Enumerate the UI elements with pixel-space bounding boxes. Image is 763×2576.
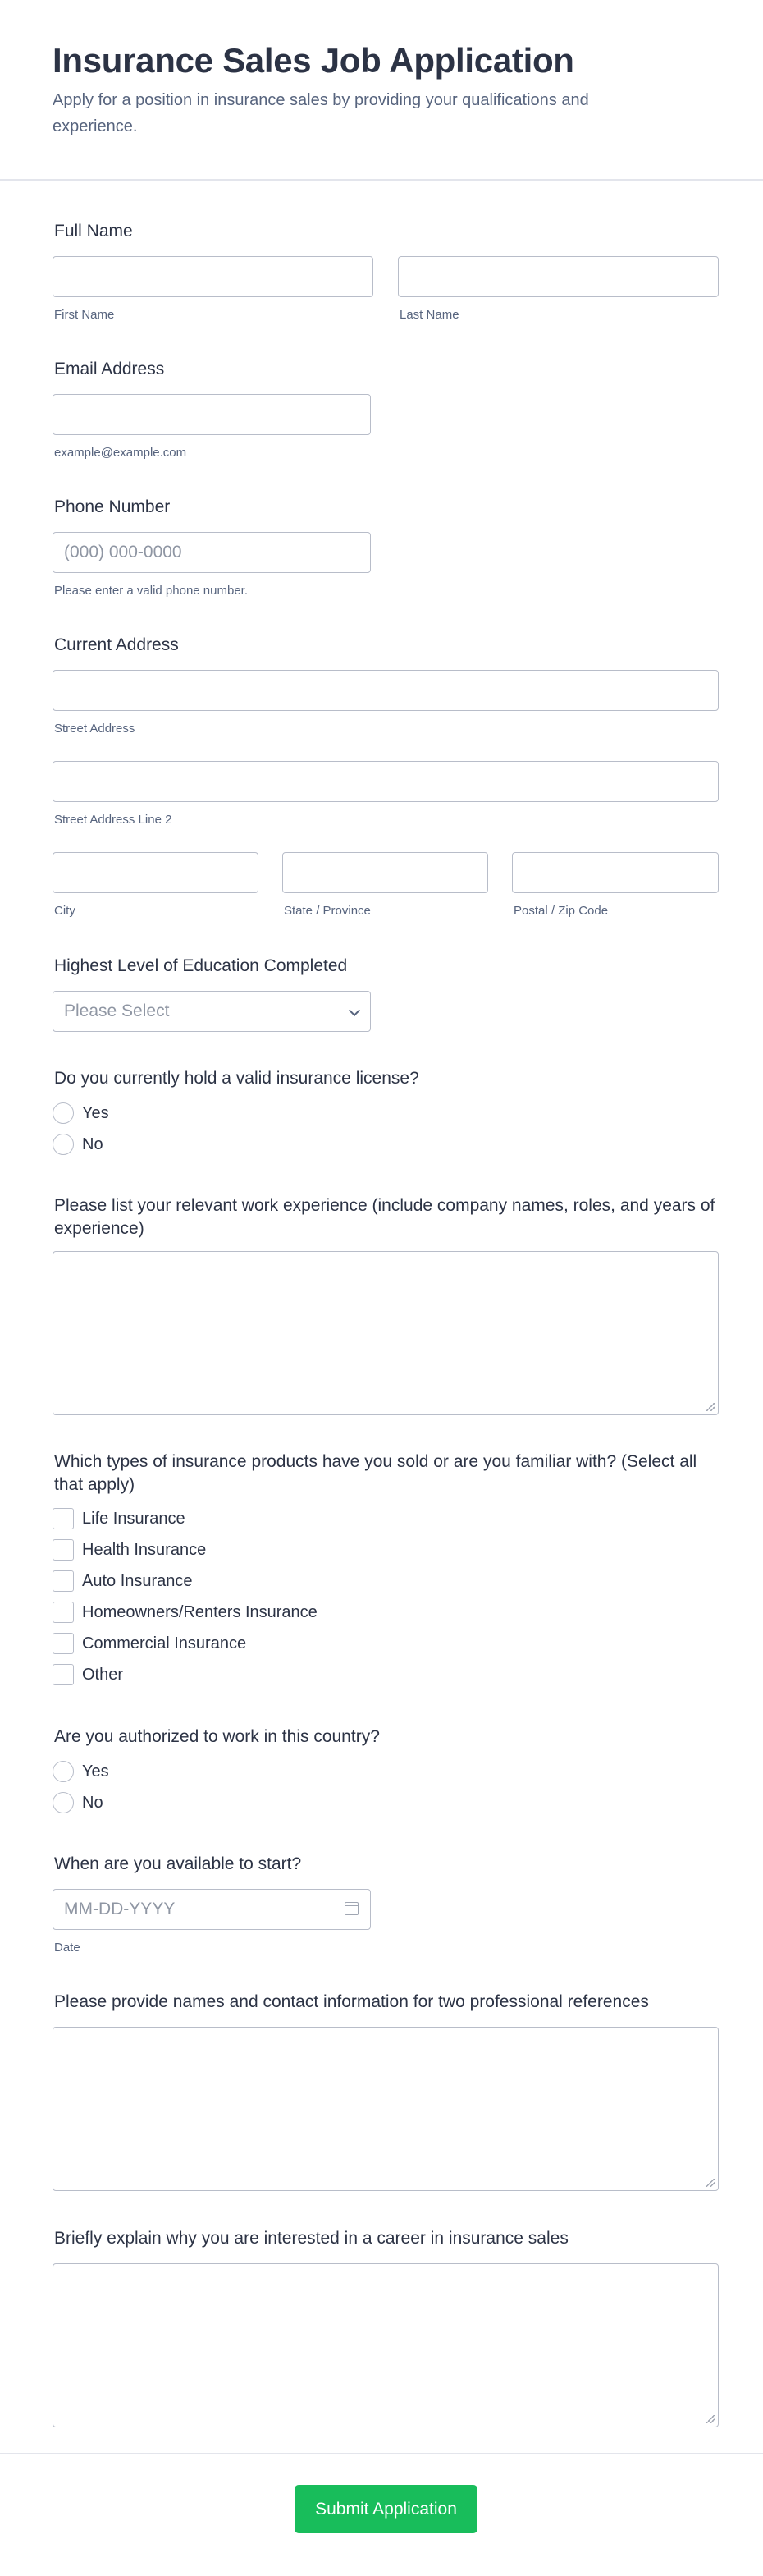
license-option-yes[interactable] (53, 1102, 109, 1125)
first-name-input[interactable] (53, 256, 373, 297)
product-option-homeowners[interactable] (53, 1601, 318, 1624)
radio-button[interactable] (53, 1761, 74, 1782)
motivation-textarea[interactable] (53, 2263, 719, 2427)
street-address-sublabel: Street Address (54, 722, 135, 736)
form-header (0, 0, 763, 181)
full-name-label: Full Name (54, 222, 133, 241)
zip-sublabel: Postal / Zip Code (514, 904, 609, 918)
authorized-label: Are you authorized to work in this country? (54, 1727, 380, 1746)
chevron-down-icon (349, 1005, 360, 1016)
experience-label: Please list your relevant work experience (include company names, roles, and years of experience) (54, 1196, 715, 1238)
product-option-other[interactable] (53, 1663, 123, 1686)
license-label: Do you currently hold a valid insurance license? (54, 1069, 419, 1088)
checkbox[interactable] (53, 1633, 74, 1654)
product-option-health[interactable] (53, 1538, 206, 1561)
resize-handle-icon[interactable] (706, 2179, 715, 2187)
checkbox[interactable] (53, 1570, 74, 1592)
radio-button[interactable] (53, 1134, 74, 1155)
education-select-value: Please Select (64, 1002, 170, 1020)
phone-input[interactable]: (000) 000-0000 (53, 532, 371, 573)
checkbox[interactable] (53, 1664, 74, 1685)
last-name-sublabel: Last Name (400, 308, 459, 322)
city-input[interactable] (53, 852, 258, 893)
references-label: Please provide names and contact information for two professional references (54, 1992, 649, 2011)
email-label: Email Address (54, 360, 165, 378)
address-label: Current Address (54, 635, 179, 654)
state-sublabel: State / Province (284, 904, 371, 918)
start-date-input[interactable] (53, 1889, 371, 1930)
start-date-sublabel: Date (54, 1941, 80, 1955)
product-option-auto[interactable] (53, 1570, 193, 1593)
footer-divider (0, 2453, 763, 2454)
resize-handle-icon[interactable] (706, 1403, 715, 1411)
option-label: Auto Insurance (82, 1571, 193, 1590)
option-label: Yes (82, 1762, 109, 1781)
phone-sublabel: Please enter a valid phone number. (54, 584, 248, 598)
product-option-life[interactable] (53, 1507, 185, 1530)
last-name-input[interactable] (398, 256, 719, 297)
city-sublabel: City (54, 904, 75, 918)
start-date-label: When are you available to start? (54, 1854, 302, 1873)
license-option-no[interactable] (53, 1133, 103, 1156)
products-label: Which types of insurance products have you sold or are you familiar with? (Select all that apply) (54, 1452, 697, 1494)
email-input[interactable] (53, 394, 371, 435)
start-date-placeholder: MM-DD-YYYY (64, 1900, 176, 1918)
authorized-option-no[interactable] (53, 1791, 103, 1814)
phone-label: Phone Number (54, 497, 171, 516)
option-label: Homeowners/Renters Insurance (82, 1602, 318, 1621)
street-address-input[interactable] (53, 670, 719, 711)
product-option-commercial[interactable] (53, 1632, 246, 1655)
state-input[interactable] (282, 852, 488, 893)
education-select[interactable] (53, 991, 371, 1032)
radio-button[interactable] (53, 1102, 74, 1124)
radio-button[interactable] (53, 1792, 74, 1813)
submit-button[interactable]: Submit Application (295, 2485, 477, 2533)
first-name-sublabel: First Name (54, 308, 115, 322)
option-label: Other (82, 1665, 124, 1684)
education-label: Highest Level of Education Completed (54, 956, 348, 975)
option-label: Health Insurance (82, 1540, 207, 1559)
checkbox[interactable] (53, 1602, 74, 1623)
option-label: No (82, 1793, 103, 1812)
email-sublabel: example@example.com (54, 446, 187, 460)
option-label: Life Insurance (82, 1509, 185, 1528)
option-label: Yes (82, 1103, 109, 1122)
form-subtitle: Apply for a position in insurance sales by providing your qualifications and experience. (53, 91, 589, 135)
references-textarea[interactable] (53, 2027, 719, 2191)
experience-textarea[interactable] (53, 1251, 719, 1415)
motivation-label: Briefly explain why you are interested in a career in insurance sales (54, 2229, 569, 2248)
street-address-line2-input[interactable] (53, 761, 719, 802)
option-label: No (82, 1134, 103, 1153)
option-label: Commercial Insurance (82, 1634, 247, 1652)
checkbox[interactable] (53, 1539, 74, 1561)
street-address-line2-sublabel: Street Address Line 2 (54, 813, 172, 827)
checkbox[interactable] (53, 1508, 74, 1529)
form-title: Insurance Sales Job Application (53, 41, 574, 80)
zip-input[interactable] (512, 852, 719, 893)
resize-handle-icon[interactable] (706, 2415, 715, 2423)
authorized-option-yes[interactable] (53, 1760, 109, 1783)
calendar-icon[interactable] (345, 1902, 359, 1915)
